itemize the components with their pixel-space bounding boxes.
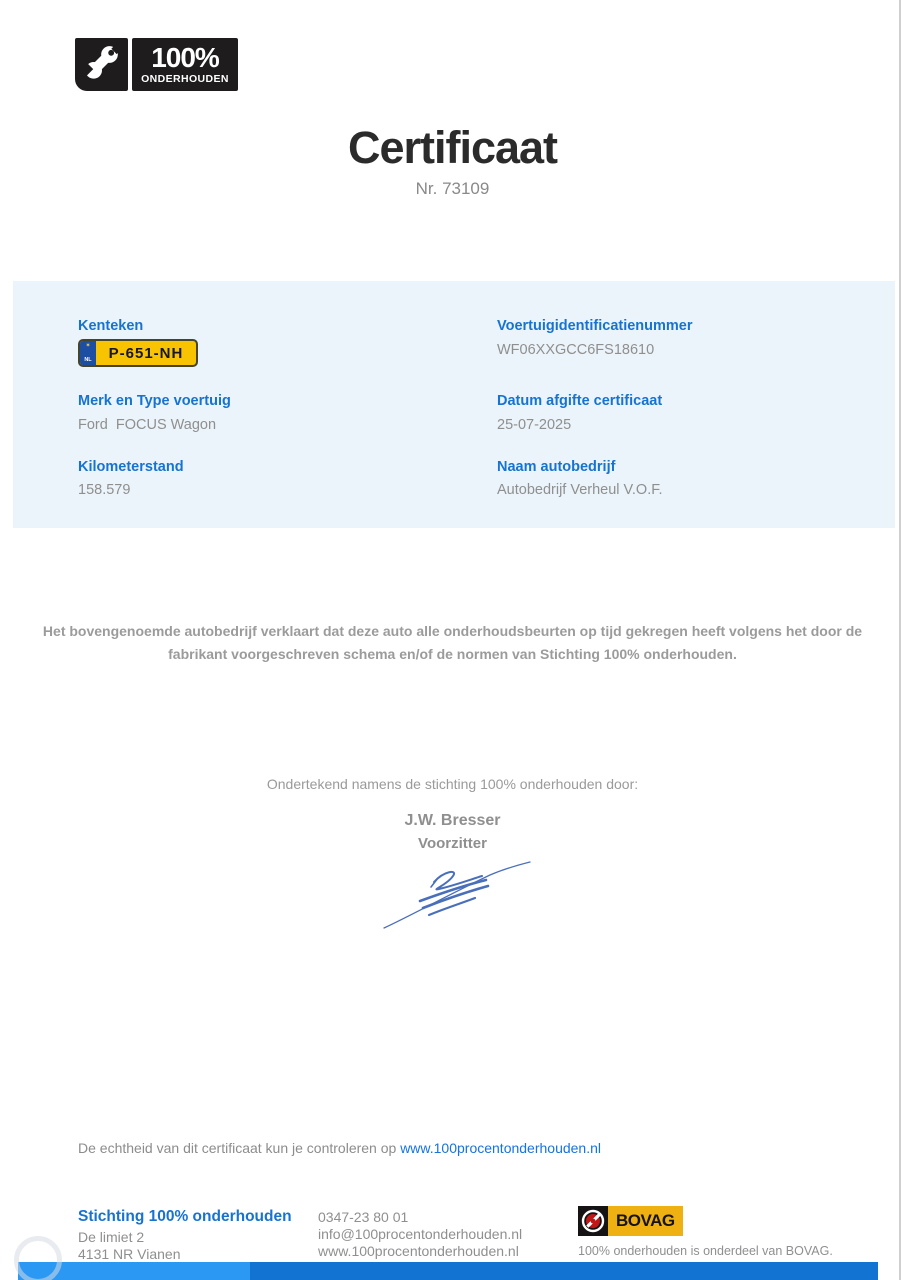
- footer-organization: Stichting 100% onderhouden: [78, 1208, 292, 1225]
- verification-link[interactable]: www.100procentonderhouden.nl: [400, 1140, 601, 1156]
- logo-wrench-block: [75, 38, 128, 91]
- footer-address-line1: De limiet 2: [78, 1229, 145, 1245]
- vin-value: WF06XXGCC6FS18610: [497, 342, 655, 358]
- plate-number: P-651-NH: [108, 344, 184, 362]
- verification-line: [78, 1140, 601, 1156]
- footer-website: www.100procentonderhouden.nl: [318, 1243, 519, 1259]
- plate-country-code: NL: [84, 356, 92, 363]
- kilometerstand-value: 158.579: [78, 482, 131, 498]
- bovag-note: 100% onderhouden is onderdeel van BOVAG.: [578, 1244, 833, 1258]
- brand-logo: [75, 38, 238, 91]
- declaration-text: Het bovengenoemde autobedrijf verklaart dat deze auto alle onderhoudsbeurten op tijd gekregen heeft volgens het door de fabrikant voorgeschreven schema en/of de normen van Stichting 100% onderhouden.: [42, 623, 863, 662]
- logo-text-block: [132, 38, 238, 91]
- verification-text: De echtheid van dit certificaat kun je controleren op: [78, 1140, 401, 1156]
- kenteken-label: Kenteken: [78, 318, 144, 334]
- autobedrijf-label: Naam autobedrijf: [497, 459, 616, 475]
- bovag-logo: [578, 1206, 683, 1236]
- autobedrijf-value: Autobedrijf Verheul V.O.F.: [497, 482, 663, 498]
- merk-label: Merk en Type voertuig: [78, 393, 231, 409]
- vin-label: Voertuigidentificatienummer: [497, 318, 693, 334]
- datum-value: 25-07-2025: [497, 417, 572, 433]
- license-plate: [78, 339, 198, 367]
- signing-intro: Ondertekend namens de stichting 100% onderhouden door:: [266, 776, 639, 792]
- bovag-emblem-icon: [578, 1206, 608, 1236]
- datum-label: Datum afgifte certificaat: [497, 393, 663, 409]
- merk-value: Ford FOCUS Wagon: [78, 417, 217, 433]
- vehicle-details-panel: [13, 281, 895, 528]
- certificate-number: Nr. 73109: [415, 179, 490, 198]
- wrench-icon: [82, 42, 122, 87]
- signer-role: Voorzitter: [418, 835, 487, 852]
- eu-stars-icon: ✶: [85, 343, 91, 349]
- license-plate-eu-strip: [80, 341, 96, 365]
- bottom-bar-main-segment: [250, 1262, 878, 1280]
- signer-name: J.W. Bresser: [404, 812, 501, 829]
- kilometerstand-label: Kilometerstand: [78, 459, 184, 475]
- logo-name: ONDERHOUDEN: [141, 73, 229, 86]
- footer-email: info@100procentonderhouden.nl: [318, 1226, 523, 1242]
- logo-percent: 100%: [151, 42, 219, 74]
- signature-image: [382, 860, 532, 935]
- bovag-wordmark: BOVAG: [608, 1206, 683, 1236]
- watermark-circle: [14, 1236, 62, 1280]
- page-title: Certificaat: [347, 122, 558, 173]
- footer-address-line2: 4131 NR Vianen: [78, 1246, 181, 1262]
- footer-phone: 0347-23 80 01: [318, 1209, 409, 1225]
